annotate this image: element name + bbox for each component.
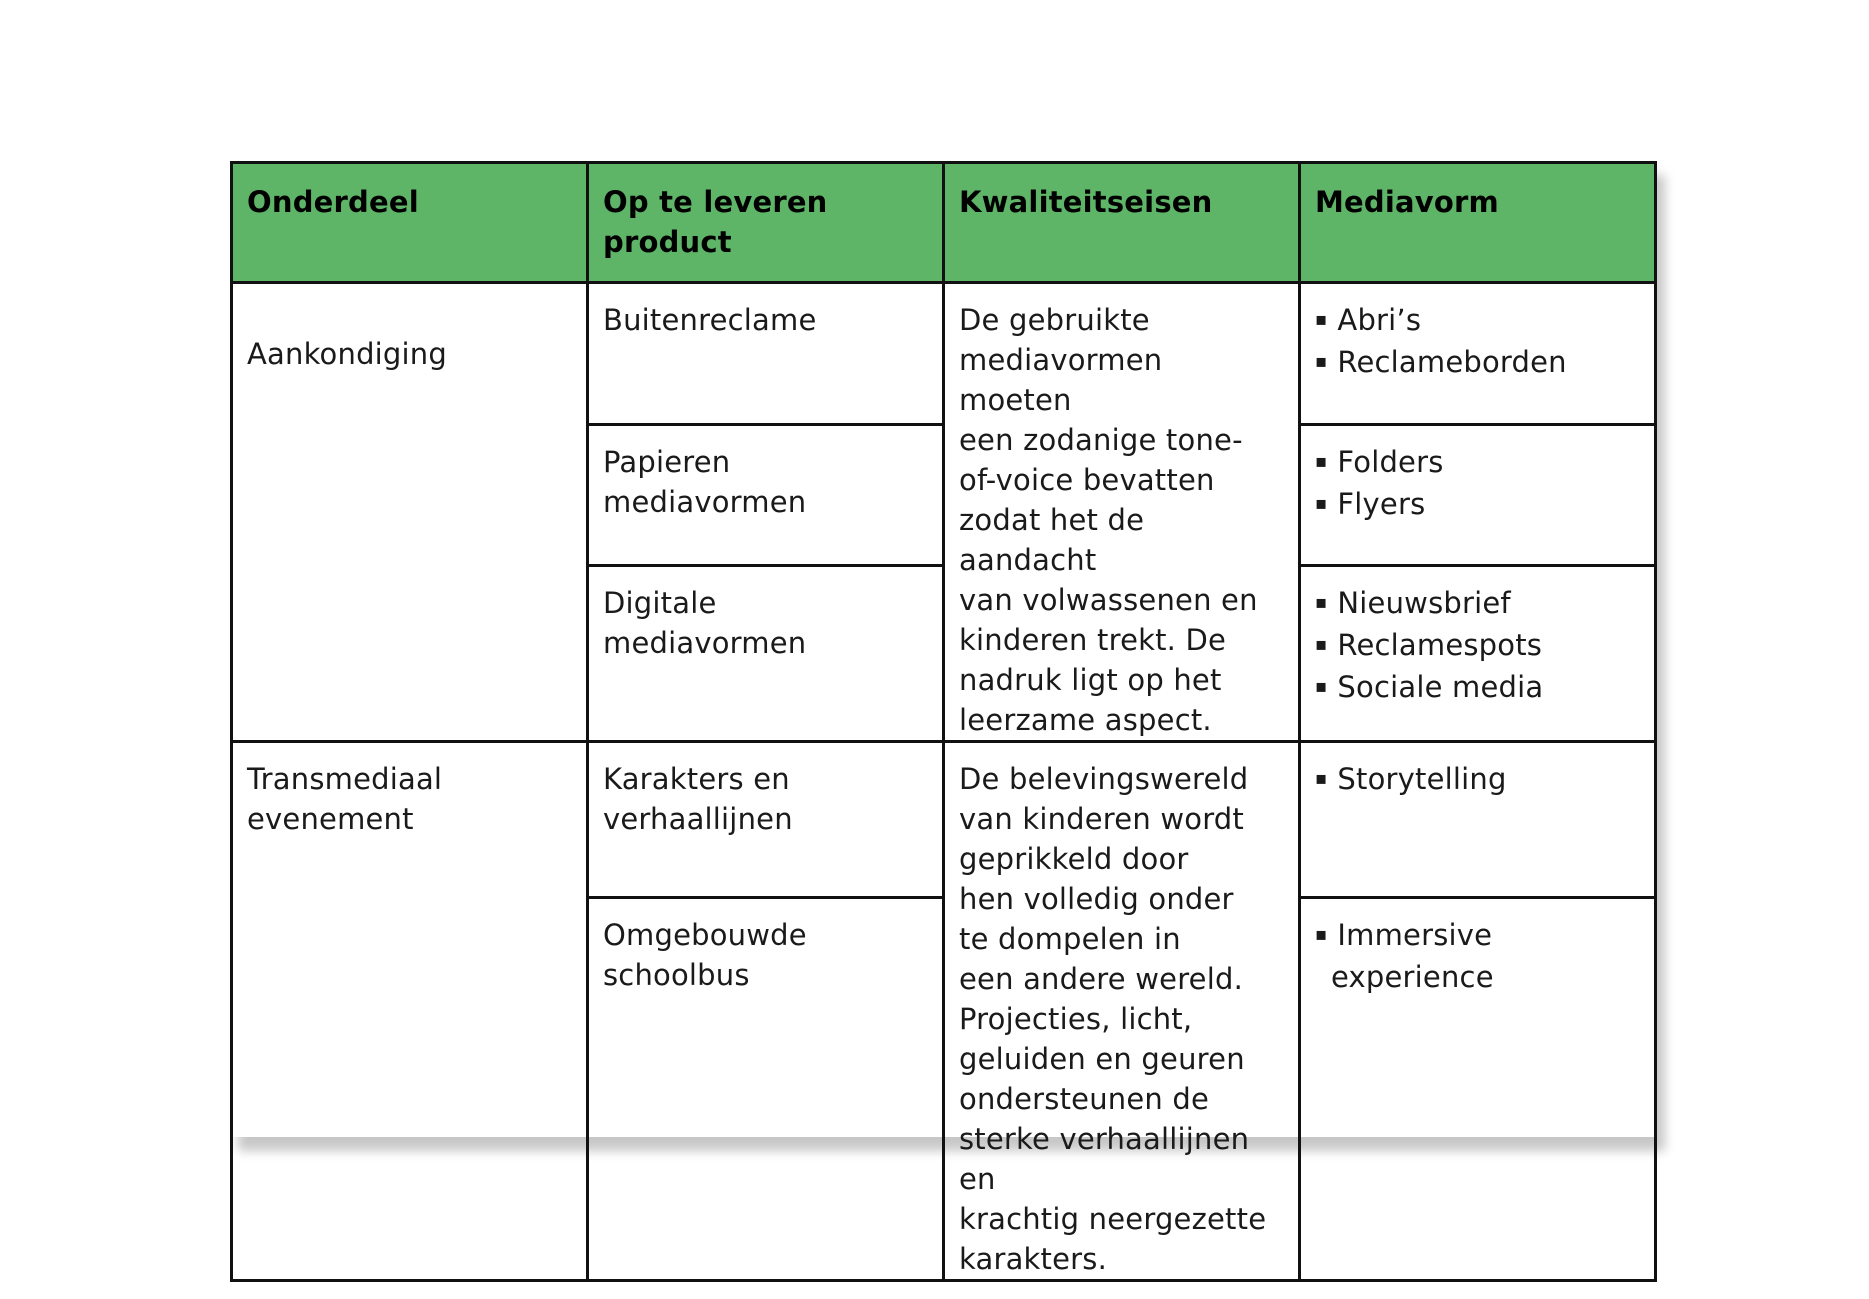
requirement-line: nadruk ligt op het xyxy=(959,663,1222,697)
product-line: mediavormen xyxy=(603,484,807,519)
requirement-line: De gebruikte xyxy=(959,303,1150,337)
requirement-line: kinderen trekt. De xyxy=(959,623,1227,657)
media-bullet-item: ▪ Reclameborden xyxy=(1315,342,1640,384)
requirement-line: Projecties, licht, xyxy=(959,1002,1193,1036)
requirement-line: van kinderen wordt xyxy=(959,802,1244,836)
product-line: schoolbus xyxy=(603,958,750,993)
header-onderdeel: Onderdeel xyxy=(232,163,588,283)
requirement-line: krachtig neergezette xyxy=(959,1202,1267,1236)
product-cell xyxy=(588,898,944,1281)
requirement-line: geluiden en geuren xyxy=(959,1042,1245,1076)
product-line: Papieren xyxy=(603,444,731,479)
product-line: Buitenreclame xyxy=(603,303,817,337)
kwaliteitseisen-cell xyxy=(944,742,1300,1281)
requirements-table xyxy=(230,161,1657,1282)
mediavorm-cell xyxy=(1300,283,1656,425)
header-product: Op te leveren product xyxy=(588,163,944,283)
requirement-line: zodat het de aandacht xyxy=(959,503,1145,577)
requirement-line: ondersteunen de xyxy=(959,1082,1210,1116)
requirement-line: mediavormen moeten xyxy=(959,343,1163,417)
requirement-line: te dompelen in xyxy=(959,922,1181,956)
requirements-table-wrapper xyxy=(230,161,1657,1276)
onderdeel-label: Aankondiging xyxy=(247,337,447,371)
media-bullet-continuation: experience xyxy=(1331,960,1494,995)
requirement-line: sterke verhaallijnen en xyxy=(959,1122,1250,1196)
requirement-line: of-voice bevatten xyxy=(959,463,1215,497)
mediavorm-cell xyxy=(1300,566,1656,742)
requirement-line: hen volledig onder xyxy=(959,882,1234,916)
requirement-line: karakters. xyxy=(959,1242,1108,1276)
product-cell xyxy=(588,283,944,425)
product-line: verhaallijnen xyxy=(603,802,793,836)
onderdeel-label: Transmediaal xyxy=(247,762,443,796)
media-bullet-item: ▪ Sociale media xyxy=(1315,667,1640,709)
product-line: Omgebouwde xyxy=(603,918,807,953)
media-bullet-item: ▪ Immersive xyxy=(1315,915,1640,957)
kwaliteitseisen-cell xyxy=(944,283,1300,742)
requirement-line: geprikkeld door xyxy=(959,842,1189,876)
product-cell xyxy=(588,424,944,566)
table-header-row xyxy=(232,163,1656,283)
media-bullet-item: ▪ Abri’s xyxy=(1315,300,1640,342)
product-cell xyxy=(588,566,944,742)
header-kwaliteitseisen: Kwaliteitseisen xyxy=(944,163,1300,283)
requirement-line: een zodanige tone- xyxy=(959,423,1243,457)
product-line: Digitale mediavormen xyxy=(603,586,807,661)
requirement-line: een andere wereld. xyxy=(959,962,1243,996)
product-cell xyxy=(588,742,944,898)
onderdeel-cell xyxy=(232,742,588,1281)
mediavorm-cell xyxy=(1300,424,1656,566)
product-line: Karakters en xyxy=(603,762,790,796)
header-mediavorm: Mediavorm xyxy=(1300,163,1656,283)
media-bullet-item: ▪ Folders xyxy=(1315,442,1640,484)
mediavorm-cell xyxy=(1300,742,1656,898)
media-bullet-item: ▪ Storytelling xyxy=(1315,759,1640,801)
requirement-line: De belevingswereld xyxy=(959,762,1249,796)
media-bullet-item: ▪ Flyers xyxy=(1315,484,1640,526)
onderdeel-cell xyxy=(232,283,588,742)
requirement-line: leerzame aspect. xyxy=(959,703,1212,737)
media-bullet-item: ▪ Nieuwsbrief xyxy=(1315,583,1640,625)
mediavorm-cell xyxy=(1300,898,1656,1281)
media-bullet-item: ▪ Reclamespots xyxy=(1315,625,1640,667)
onderdeel-label: evenement xyxy=(247,802,414,836)
table-row xyxy=(232,283,1656,425)
requirement-line: van volwassenen en xyxy=(959,583,1258,617)
table-row xyxy=(232,742,1656,898)
